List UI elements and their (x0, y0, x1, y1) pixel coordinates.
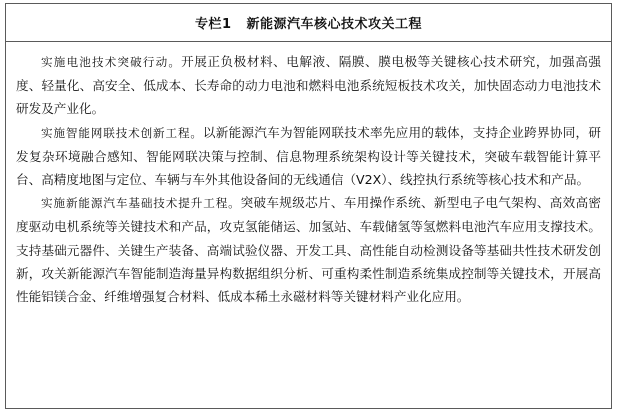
paragraph-body: 以新能源汽车为智能网联技术率先应用的载体，支持企业跨界协同，研发复杂环境融合感知、智能网联决策与控制、信息物理系统架构设计等关键技术，突破车载智能计算平台、高精度地图与定位、车辆与车外其他设备间的无线通信（V2X）、线控执行系统等核心技术和产品。 (16, 124, 601, 188)
paragraph-lead: 实施新能源汽车基础技术提升工程。 (41, 196, 241, 211)
paragraph-body: 开展正负极材料、电解液、隔膜、膜电极等关键核心技术研究，加强高强度、轻量化、高安全、低成本、长寿命的动力电池和燃料电池系统短板技术攻关，加快固态动力电池技术研发及产业化。 (16, 54, 601, 117)
box-content (6, 42, 611, 308)
paragraph-lead: 实施智能网联技术创新工程。 (41, 125, 203, 140)
paragraph-foundation-tech (16, 191, 601, 308)
box-title: 专栏1 新能源汽车核心技术攻关工程 (194, 17, 423, 32)
paragraph-lead: 实施电池技术突破行动。 (41, 55, 182, 69)
paragraph-body: 突破车规级芯片、车用操作系统、新型电子电气架构、高效高密度驱动电机系统等关键技术和产品，攻克氢能储运、加氢站、车载储氢等氢燃料电池汽车应用支撑技术。支持基础元器件、关键生产装备、高端试验仪器、开发工具、高性能自动检测设备等基础共性技术研发创新，攻关新能源汽车智能制造海量异构数据组织分析、可重构柔性制造系统集成控制等关键技术，开展高性能铝镁合金、纤维增强复合材料、低成本稀土永磁材料等关键材料产业化应用。 (16, 195, 601, 305)
column-box (5, 3, 612, 409)
paragraph-battery (16, 50, 601, 121)
title-row (6, 4, 611, 42)
paragraph-intelligent-connected (16, 121, 601, 192)
